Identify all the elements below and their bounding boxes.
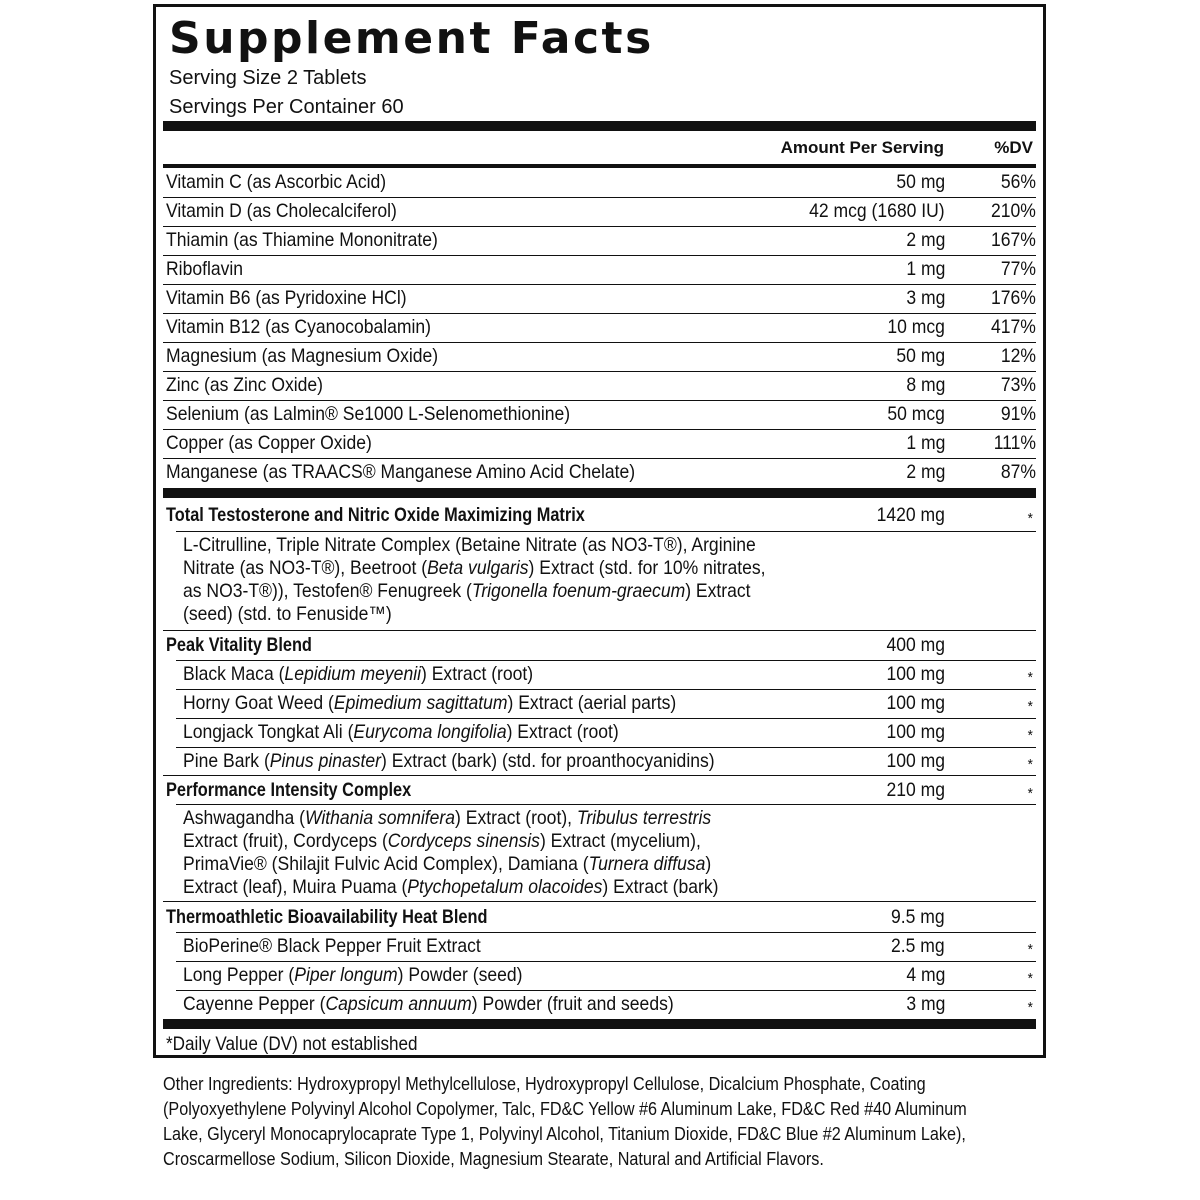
serving-size: Serving Size 2 Tablets — [169, 67, 367, 89]
nutrient-dv: 176% — [991, 287, 1036, 309]
ingredient-name: Longjack Tongkat Ali (Eurycoma longifolia) Extract (root) — [183, 721, 619, 743]
nutrient-dv: 73% — [1000, 374, 1036, 396]
panel-title: Supplement Facts — [169, 13, 654, 64]
nutrient-name: Copper (as Copper Oxide) — [166, 432, 372, 454]
daily-value-footnote: *Daily Value (DV) not established — [166, 1034, 418, 1055]
servings-per-container: Servings Per Container 60 — [169, 96, 404, 118]
ingredient-amount: 2.5 mg — [891, 935, 945, 957]
blend-amount: 1420 mg — [876, 504, 945, 526]
nutrient-name: Vitamin C (as Ascorbic Acid) — [166, 171, 387, 193]
nutrient-name: Manganese (as TRAACS® Manganese Amino Acid Chelate) — [166, 461, 636, 483]
nutrient-amount: 50 mcg — [887, 403, 945, 425]
ingredient-name: Cayenne Pepper (Capsicum annuum) Powder (fruit and seeds) — [183, 993, 674, 1015]
thick-divider — [163, 1019, 1036, 1029]
nutrient-dv: 77% — [1000, 258, 1036, 280]
nutrient-amount: 1 mg — [905, 432, 945, 454]
blend-row — [163, 776, 1036, 805]
nutrient-name: Selenium (as Lalmin® Se1000 L-Selenomethionine) — [166, 403, 571, 425]
nutrient-row — [163, 284, 1036, 313]
dv-header: %DV — [994, 138, 1033, 157]
nutrient-row — [163, 400, 1036, 429]
nutrient-amount: 10 mcg — [887, 316, 945, 338]
thick-divider — [163, 121, 1036, 131]
ingredient-dv: * — [1027, 941, 1033, 958]
ingredient-amount: 100 mg — [886, 692, 945, 714]
nutrient-row — [163, 342, 1036, 371]
nutrient-amount: 3 mg — [905, 287, 945, 309]
ingredient-dv: * — [1027, 698, 1033, 715]
blend-description: L-Citrulline, Triple Nitrate Complex (Betaine Nitrate (as NO3-T®), Arginine Nitrate (as NO3-T®), Beetroot (Beta vulgaris) Extract (std. for 10% nitrates, as NO3-T®)), Testofen® Fenugreek (Trigonella foenum-graecum) Extract (seed) (std. to Fenuside™) — [183, 534, 766, 625]
blend-name: Total Testosterone and Nitric Oxide Maximizing Matrix — [166, 505, 585, 526]
nutrient-row — [163, 255, 1036, 284]
amount-per-serving-header: Amount Per Serving — [780, 138, 944, 157]
nutrient-row — [163, 226, 1036, 255]
ingredient-name: Black Maca (Lepidium meyenii) Extract (root) — [183, 663, 534, 685]
blend-name: Performance Intensity Complex — [166, 780, 412, 801]
row-divider — [163, 901, 1036, 902]
blend-row — [163, 631, 1036, 660]
ingredient-row — [163, 961, 1036, 990]
blend-row — [163, 501, 1036, 530]
nutrient-name: Vitamin D (as Cholecalciferol) — [166, 200, 397, 222]
nutrient-amount: 8 mg — [905, 374, 945, 396]
blend-description: Ashwagandha (Withania somnifera) Extract (root), Tribulus terrestris Extract (fruit), Cordyceps (Cordyceps sinensis) Extract (mycelium), PrimaVie® (Shilajit Fulvic Acid Complex), Damiana (Turnera diffusa) Extract (leaf), Muira Puama (Ptychopetalum olacoides) Extract (bark) — [183, 807, 719, 898]
blend-dv: * — [1027, 510, 1033, 527]
ingredient-dv: * — [1027, 756, 1033, 773]
ingredient-row — [163, 932, 1036, 961]
ingredient-row — [163, 689, 1036, 718]
nutrient-row — [163, 168, 1036, 197]
ingredient-dv: * — [1027, 970, 1033, 987]
nutrient-row — [163, 197, 1036, 226]
nutrient-amount: 2 mg — [905, 229, 945, 251]
ingredient-row — [163, 660, 1036, 689]
blend-name: Peak Vitality Blend — [166, 635, 312, 656]
nutrient-row — [163, 429, 1036, 458]
row-divider — [176, 804, 1036, 805]
nutrient-dv: 210% — [991, 200, 1036, 222]
nutrient-name: Magnesium (as Magnesium Oxide) — [166, 345, 439, 367]
ingredient-name: Long Pepper (Piper longum) Powder (seed) — [183, 964, 523, 986]
nutrient-dv: 12% — [1000, 345, 1036, 367]
supplement-facts-panel — [153, 4, 1046, 1058]
ingredient-name: Pine Bark (Pinus pinaster) Extract (bark) (std. for proanthocyanidins) — [183, 750, 715, 772]
blend-amount: 9.5 mg — [891, 906, 945, 928]
nutrient-name: Vitamin B6 (as Pyridoxine HCl) — [166, 287, 407, 309]
blend-dv: * — [1027, 785, 1033, 802]
thick-divider — [163, 488, 1036, 498]
ingredient-amount: 3 mg — [905, 993, 945, 1015]
nutrient-amount: 50 mg — [896, 345, 945, 367]
row-divider — [176, 531, 1036, 532]
ingredient-dv: * — [1027, 727, 1033, 744]
ingredient-row — [163, 747, 1036, 776]
other-ingredients: Other Ingredients: Hydroxypropyl Methylcellulose, Hydroxypropyl Cellulose, Dicalcium Phosphate, Coating (Polyoxyethylene Polyvinyl Alcohol Copolymer, Talc, FD&C Yellow #6 Aluminum Lake, FD&C Red #40 Aluminum Lake, Glyceryl Monocaprylocaprate Type 1, Polyvinyl Alcohol, Titanium Dioxide, FD&C Blue #2 Aluminum Lake), Croscarmellose Sodium, Silicon Dioxide, Magnesium Stearate, Natural and Artificial Flavors. — [163, 1074, 967, 1169]
ingredient-name: Horny Goat Weed (Epimedium sagittatum) Extract (aerial parts) — [183, 692, 677, 714]
nutrient-dv: 56% — [1000, 171, 1036, 193]
nutrient-row — [163, 313, 1036, 342]
ingredient-amount: 100 mg — [886, 721, 945, 743]
nutrient-amount: 50 mg — [896, 171, 945, 193]
ingredient-name: BioPerine® Black Pepper Fruit Extract — [183, 935, 481, 957]
ingredient-amount: 4 mg — [905, 964, 945, 986]
nutrient-dv: 91% — [1000, 403, 1036, 425]
nutrient-amount: 2 mg — [905, 461, 945, 483]
ingredient-row — [163, 718, 1036, 747]
nutrient-row — [163, 371, 1036, 400]
ingredient-amount: 100 mg — [886, 663, 945, 685]
blend-amount: 210 mg — [886, 779, 945, 801]
nutrient-name: Zinc (as Zinc Oxide) — [166, 374, 324, 396]
nutrient-dv: 417% — [991, 316, 1036, 338]
nutrient-dv: 167% — [991, 229, 1036, 251]
ingredient-dv: * — [1027, 999, 1033, 1016]
ingredient-dv: * — [1027, 669, 1033, 686]
nutrient-name: Riboflavin — [166, 258, 244, 280]
nutrient-name: Thiamin (as Thiamine Mononitrate) — [166, 229, 438, 251]
nutrient-dv: 87% — [1000, 461, 1036, 483]
blend-name: Thermoathletic Bioavailability Heat Blend — [166, 907, 488, 928]
nutrient-amount: 42 mcg (1680 IU) — [809, 200, 945, 222]
nutrient-row — [163, 458, 1036, 487]
nutrient-dv: 111% — [993, 432, 1036, 454]
blend-row — [163, 903, 1036, 932]
ingredient-amount: 100 mg — [886, 750, 945, 772]
blend-amount: 400 mg — [886, 634, 945, 656]
ingredient-row — [163, 990, 1036, 1019]
nutrient-name: Vitamin B12 (as Cyanocobalamin) — [166, 316, 432, 338]
nutrient-amount: 1 mg — [905, 258, 945, 280]
